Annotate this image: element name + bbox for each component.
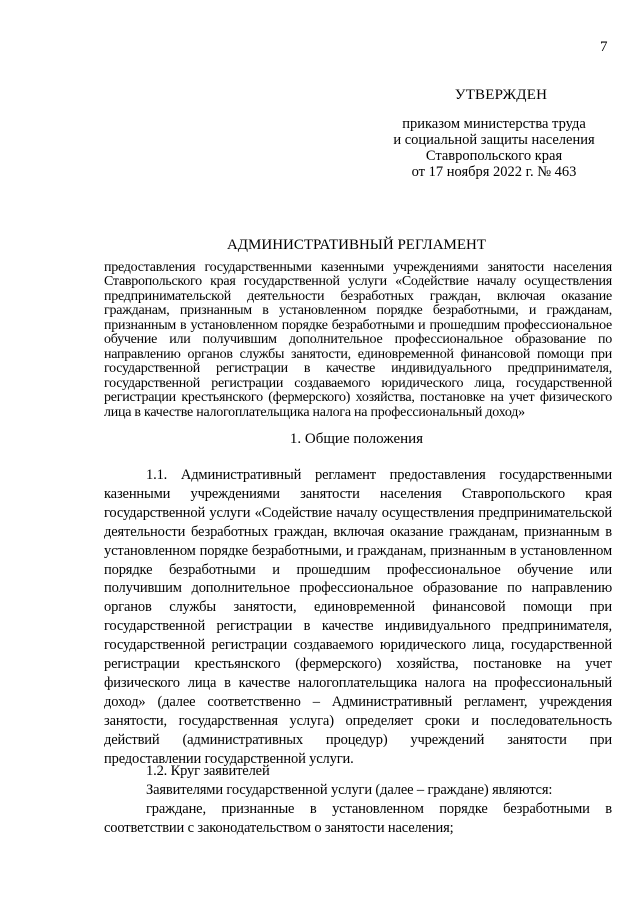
document-title: АДМИНИСТРАТИВНЫЙ РЕГЛАМЕНТ [226,237,487,253]
paragraph-1-2-applicants: Заявителями государственной услуги (далее – граждане) являются: [146,781,553,798]
approval-line-region: Ставропольского края [425,148,563,164]
paragraph-1-2-unemployed: граждане, признанные в установленном порядке безработными в соответствии с законодательством о занятости населения; [104,800,612,836]
approval-stamp-title: УТВЕРЖДЕН [454,87,548,103]
paragraph-1-2-heading: 1.2. Круг заявителей [146,763,270,779]
page-number: 7 [600,39,608,55]
approval-line-date: от 17 ноября 2022 г. № 463 [411,164,577,180]
document-subtitle: предоставления государственными казенными учреждениями занятости населения Ставропольского края государственной услуги «Содействие началу осуществления предпринимательской деятельности безработных граждан, включая оказание гражданам, признанным в установленном порядке безработными, и гражданам, признанным в установленном порядке безработными и прошедшим профессиональное обучение или получившим дополнительное профессиональное образование по направлению органов службы занятости, единовременной финансовой помощи при государственной регистрации в качестве индивидуального предпринимателя, государственной регистрации создаваемого юридического лица, государственной регистрации крестьянского (фермерского) хозяйства, постановке на учет физического лица в качестве налогоплательщика налога на профессиональный доход» [104,260,612,420]
approval-line-order: приказом министерства труда [402,116,586,132]
paragraph-1-2 [104,762,612,838]
approval-block [378,87,610,180]
approval-line-ministry: и социальной защиты населения [393,132,595,148]
section-heading-general: 1. Общие положения [289,431,424,447]
paragraph-1-1: 1.1. Административный регламент предоставления государственными казенными учреждениями занятости населения Ставропольского края государственной услуги «Содействие началу осуществления предпринимательской деятельности безработных граждан, включая оказание гражданам, признанным в установленном порядке безработными, и гражданам, признанным в установленном порядке безработными и прошедшим профессиональное обучение или получившим дополнительное профессиональное образование по направлению органов службы занятости, единовременной финансовой помощи при государственной регистрации в качестве индивидуального предпринимателя, государственной регистрации создаваемого юридического лица, государственной регистрации крестьянского (фермерского) хозяйства, постановке на учет физического лица в качестве налогоплательщика налога на профессиональный доход» (далее соответственно – Административный регламент, учреждения занятости, государственная услуга) определяет сроки и последовательность действий (административных процедур) учреждений занятости при предоставлении государственной услуги. [104,467,612,767]
